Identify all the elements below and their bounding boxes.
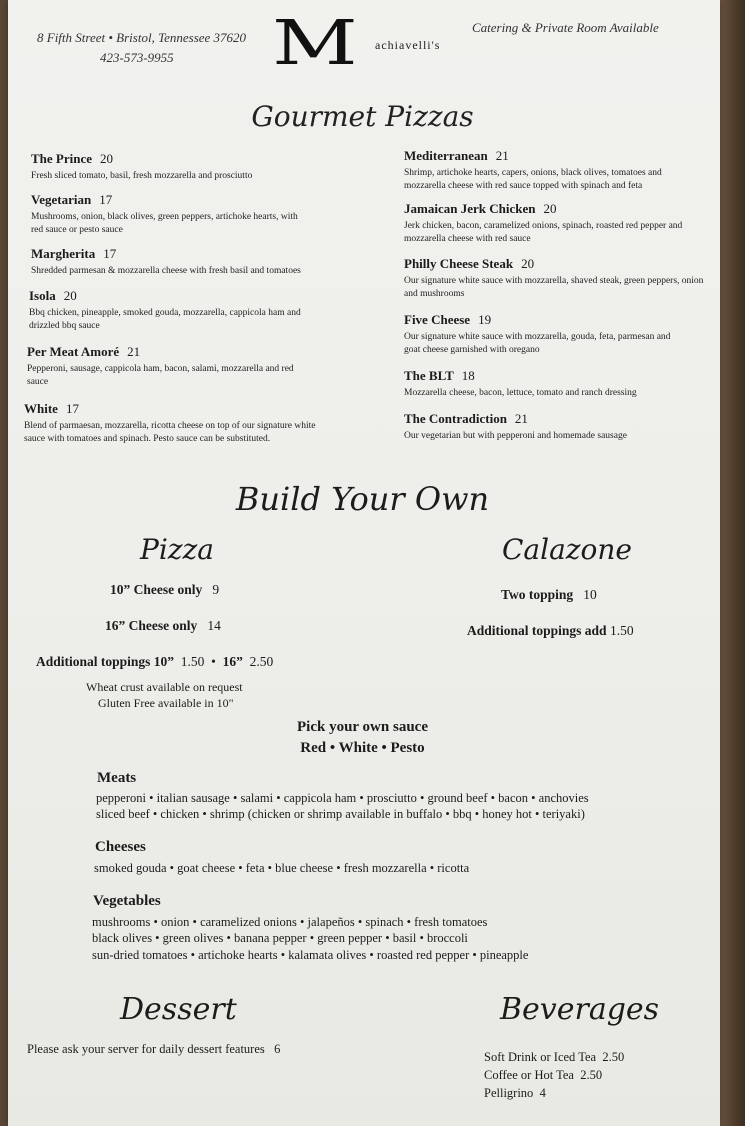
vegetables-title: Vegetables [93, 893, 161, 909]
add-10-price: 1.50 [180, 654, 205, 669]
item-price: 19 [478, 312, 492, 327]
item-desc: Mozzarella cheese, bacon, lettuce, tomato and ranch dressing [404, 388, 637, 398]
item-name: Jamaican Jerk Chicken [404, 201, 536, 216]
item-desc: Pepperoni, sausage, cappicola ham, bacon, salami, mozzarella and red sauce [27, 364, 294, 387]
beverage-price: 2.50 [602, 1050, 625, 1064]
gourmet-title: Gourmet Pizzas [251, 100, 474, 133]
menu-item [27, 343, 307, 389]
size-price: 14 [207, 618, 221, 633]
item-price: 20 [543, 201, 557, 216]
add-16-label: 16” [222, 654, 243, 669]
item-name: Philly Cheese Steak [404, 256, 514, 271]
item-desc: Our signature white sauce with mozzarella, gouda, feta, parmesan and goat cheese garnished with oregano [404, 332, 671, 355]
menu-item [404, 200, 699, 246]
item-price: 20 [521, 256, 535, 271]
pizza-title: Pizza [140, 533, 214, 566]
beverage-price: 2.50 [580, 1068, 603, 1082]
meats-line: sliced beef • chicken • shrimp (chicken or shrimp available in buffalo • bbq • honey hot • teriyaki) [96, 807, 585, 821]
pizza-size-16 [105, 618, 221, 634]
item-name: Isola [29, 288, 56, 303]
item-desc: Fresh sliced tomato, basil, fresh mozzarella and prosciutto [31, 171, 253, 181]
dessert-text: Please ask your server for daily dessert features [27, 1042, 265, 1056]
size-price: 9 [212, 582, 220, 597]
menu-item [31, 245, 361, 278]
vegetables-line: sun-dried tomatoes • artichoke hearts • kalamata olives • roasted red pepper • pineapple [92, 948, 529, 962]
meats-line: pepperoni • italian sausage • salami • cappicola ham • prosciutto • ground beef • bacon • anchovies [96, 791, 589, 805]
calzone-additional-toppings [467, 623, 634, 639]
vegetables-line: mushrooms • onion • caramelized onions • jalapeños • spinach • fresh tomatoes [92, 915, 488, 929]
item-price: 21 [514, 411, 528, 426]
menu-item [404, 311, 684, 357]
logo-name: achiavelli's [375, 38, 441, 52]
menu-item [29, 287, 329, 333]
item-desc: Our signature white sauce with mozzarella, shaved steak, green peppers, onion and mushrooms [404, 276, 704, 299]
sauce-title: Pick your own sauce [297, 719, 428, 735]
sauce-options: Red • White • Pesto [300, 740, 425, 756]
size-label: 16” Cheese only [105, 618, 198, 633]
menu-item [31, 150, 361, 183]
item-name: White [24, 401, 58, 416]
menu-item [404, 367, 704, 400]
item-desc: Our vegetarian but with pepperoni and homemade sausage [404, 431, 627, 441]
dessert-line [27, 1042, 280, 1057]
vegetables-line: black olives • green olives • banana pepper • green pepper • basil • broccoli [92, 931, 468, 945]
meats-title: Meats [97, 770, 137, 786]
item-price: 20 [63, 288, 77, 303]
cheeses-title: Cheeses [95, 839, 146, 855]
item-desc: Shredded parmesan & mozzarella cheese with fresh basil and tomatoes [31, 266, 301, 276]
build-title: Build Your Own [235, 480, 490, 518]
item-name: Per Meat Amoré [27, 344, 120, 359]
dessert-title: Dessert [120, 992, 237, 1027]
gluten-note: Gluten Free available in 10" [98, 696, 234, 710]
address: 8 Fifth Street • Bristol, Tennessee 37620 [37, 30, 247, 45]
item-name: Margherita [31, 246, 96, 261]
item-name: Mediterranean [404, 148, 488, 163]
beverage-item [484, 1084, 624, 1102]
item-name: The BLT [404, 368, 454, 383]
beverage-item [484, 1066, 624, 1084]
logo-initial: M [272, 6, 358, 79]
item-desc: Blend of parmaesan, mozzarella, ricotta cheese on top of our signature white sauce with tomatoes and spinach. Pesto sauce can be substituted. [24, 421, 316, 444]
item-price: 21 [127, 344, 141, 359]
item-price: 17 [103, 246, 117, 261]
calzone-label: Two topping [501, 587, 574, 602]
item-name: The Prince [31, 151, 93, 166]
beverages-list [484, 1048, 624, 1102]
beverage-name: Coffee or Hot Tea [484, 1068, 574, 1082]
item-price: 18 [461, 368, 475, 383]
beverage-name: Pelligrino [484, 1086, 534, 1100]
size-label: 10” Cheese only [110, 582, 203, 597]
item-desc: Jerk chicken, bacon, caramelized onions, spinach, roasted red pepper and mozzarella cheese with red sauce [404, 221, 683, 244]
beverages-title: Beverages [500, 992, 660, 1027]
calzone-title: Calazone [502, 533, 632, 566]
calzone-price: 10 [583, 587, 597, 602]
item-name: Five Cheese [404, 312, 471, 327]
item-desc: Bbq chicken, pineapple, smoked gouda, mozzarella, cappicola ham and drizzled bbq sauce [29, 308, 301, 331]
menu-item [404, 147, 694, 193]
pizza-additional-toppings: Additional toppings 10” 1.50 • 16” 2.50 [36, 654, 274, 669]
calzone-add-price: 1.50 [609, 623, 634, 638]
item-price: 21 [495, 148, 509, 163]
add-label: Additional toppings 10” [36, 654, 175, 669]
item-name: Vegetarian [31, 192, 92, 207]
catering-note: Catering & Private Room Available [472, 20, 659, 35]
beverage-price: 4 [539, 1086, 546, 1100]
item-desc: Shrimp, artichoke hearts, capers, onions, black olives, tomatoes and mozzarella cheese with red sauce topped with spinach and feta [404, 168, 662, 191]
calzone-two-topping [501, 587, 597, 603]
menu-item [24, 400, 324, 446]
calzone-add-label: Additional toppings add [467, 623, 607, 638]
wood-table-edge [720, 0, 745, 1126]
add-16-price: 2.50 [249, 654, 274, 669]
wheat-note: Wheat crust available on request [86, 680, 243, 694]
item-price: 17 [65, 401, 79, 416]
cheeses-line: smoked gouda • goat cheese • feta • blue cheese • fresh mozzarella • ricotta [94, 861, 470, 875]
menu-item [31, 191, 311, 237]
beverage-name: Soft Drink or Iced Tea [484, 1050, 597, 1064]
dessert-price: 6 [274, 1042, 281, 1056]
item-desc: Mushrooms, onion, black olives, green peppers, artichoke hearts, with red sauce or pesto sauce [31, 212, 298, 235]
item-name: The Contradiction [404, 411, 507, 426]
phone: 423-573-9955 [100, 50, 174, 65]
item-price: 20 [100, 151, 114, 166]
menu-item [404, 255, 704, 301]
item-price: 17 [99, 192, 113, 207]
menu-item [404, 410, 704, 443]
pizza-size-10 [110, 582, 219, 598]
beverage-item [484, 1048, 624, 1066]
